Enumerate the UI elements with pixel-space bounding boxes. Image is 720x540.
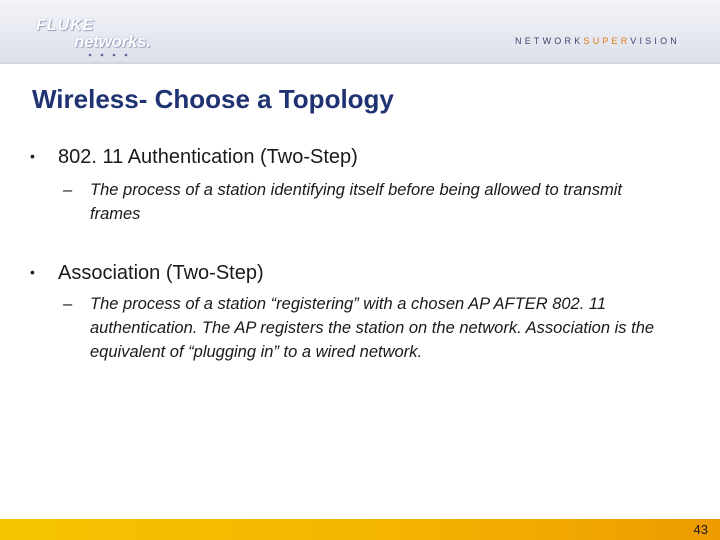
logo-text-networks: networks. [74,32,151,51]
sub-bullet-marker: – [63,181,73,199]
header-divider [0,62,720,64]
fluke-networks-logo [28,12,178,52]
sub-bullet-item [63,178,703,226]
tagline-network: NETWORK [515,36,584,46]
sub-bullet-marker: – [63,295,73,313]
logo-dots-icon [84,52,134,58]
page-number: 43 [693,522,708,537]
bullet-text: 802. 11 Authentication (Two-Step) [58,146,358,168]
sub-bullet-text: The process of a station “registering” with a chosen AP AFTER 802. 11 authentication. The AP registers the station on the network. Association is the equivalent of “plugging in” to a wired network. [90,295,655,361]
sub-bullet-item [63,292,703,364]
bullet-text: Association (Two-Step) [58,262,264,284]
footer-bar [0,519,720,540]
slide-title: Wireless- Choose a Topology [32,84,394,114]
bullet-marker: • [30,264,35,280]
brand-tagline [515,36,680,46]
tagline-super: SUPER [583,36,631,46]
bullet-marker: • [30,148,35,164]
header-banner [0,0,720,62]
tagline-vision: VISION [630,36,680,46]
sub-bullet-text: The process of a station identifying itself before being allowed to transmit frames [90,181,622,223]
logo-text-fluke: FLUKE [36,17,95,34]
